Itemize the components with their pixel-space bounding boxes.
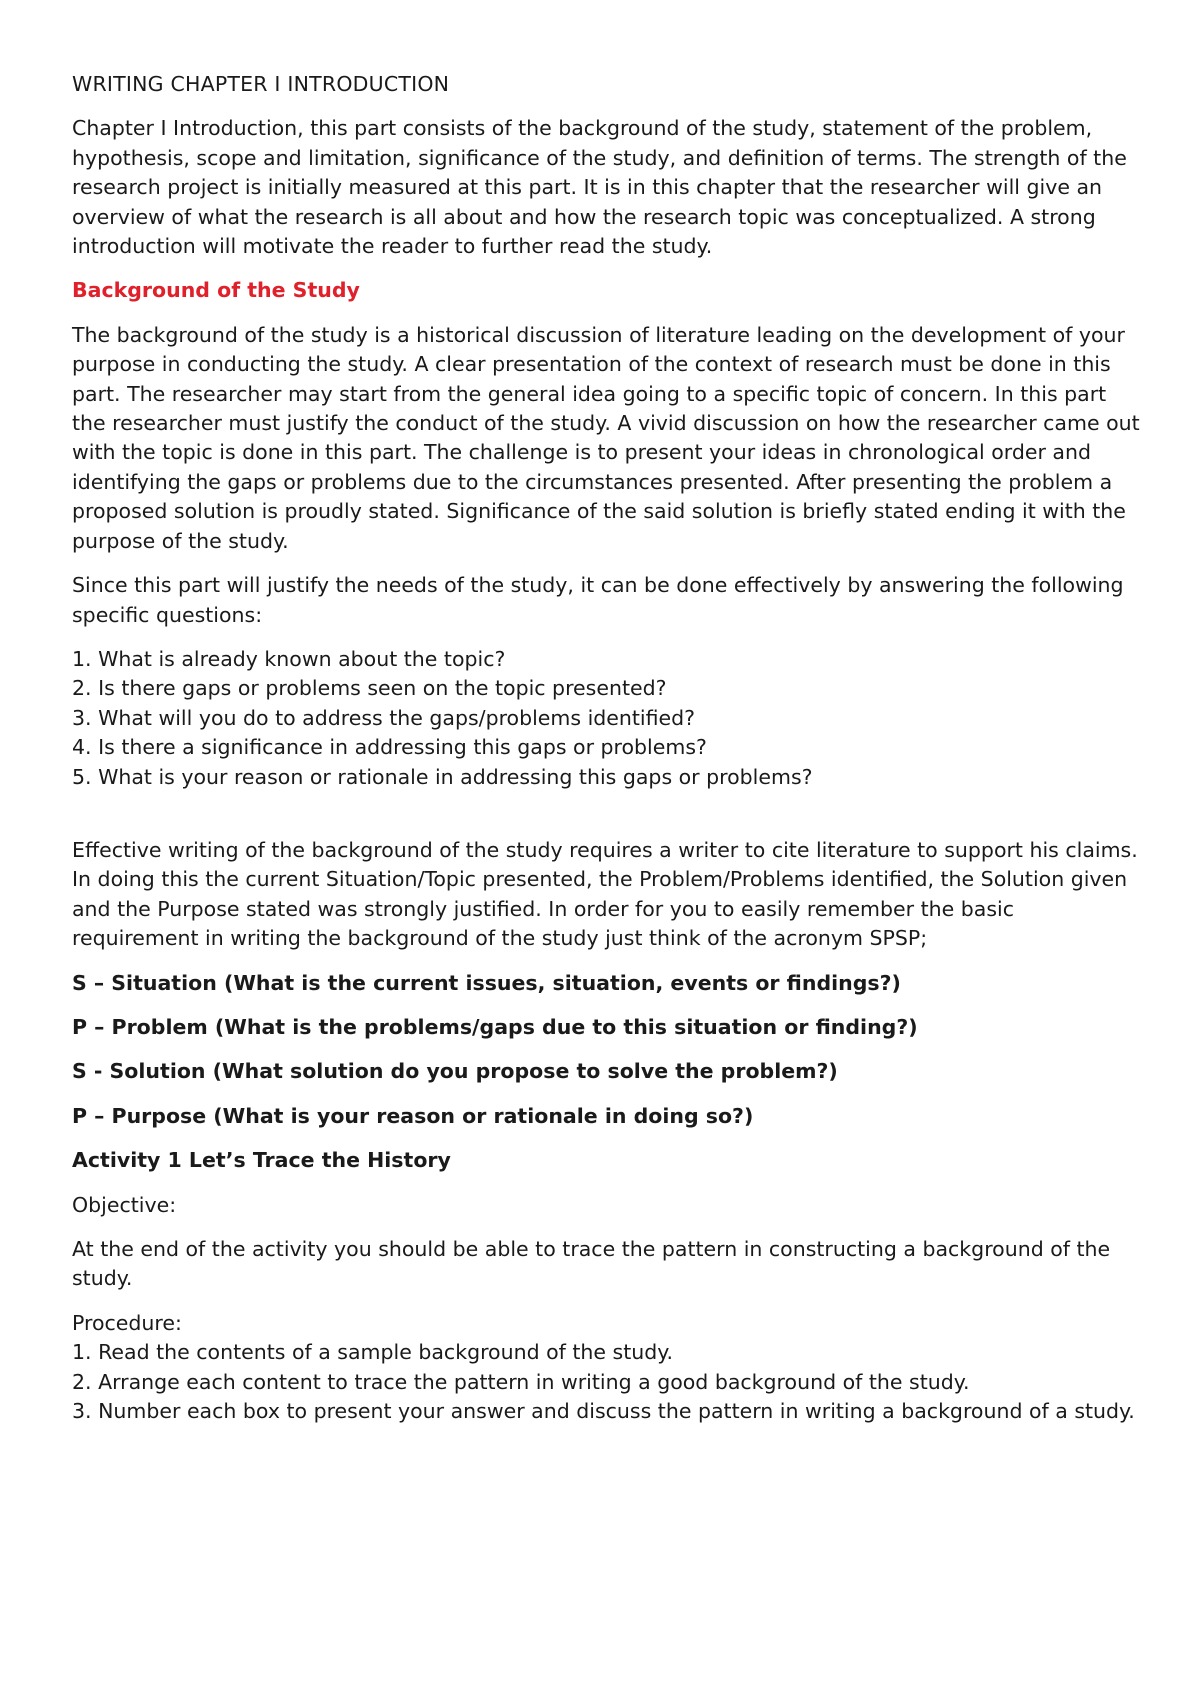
question-item: 5. What is your reason or rationale in addressing this gaps or problems? [72,764,813,789]
objective-text: At the end of the activity you should be able to trace the pattern in constructing a background of the study. [72,1237,1111,1291]
document-page [72,70,1142,1426]
question-item: 3. What will you do to address the gaps/problems identified? [72,705,696,730]
activity-heading: Activity 1 Let’s Trace the History [72,1148,451,1173]
spsp-problem: P – Problem (What is the problems/gaps due to this situation or finding?) [72,1014,918,1039]
intro-paragraph: Chapter I Introduction, this part consists of the background of the study, statement of the problem, hypothesis, scope and limitation, significance of the study, and definition of terms. The strength of the research project is initially measured at this part. It is in this chapter that the researcher will give an overview of what the research is all about and how the research topic was conceptualized. A strong introduction will motivate the reader to further read the study. [72,116,1127,259]
effective-writing-paragraph: Effective writing of the background of the study requires a writer to cite literature to support his claims. In doing this the current Situation/Topic presented, the Problem/Problems identified, the Solution given and the Purpose stated was strongly justified. In order for you to easily remember the basic requirement in writing the background of the study just think of the acronym SPSP; [72,837,1138,951]
procedure-item: 2. Arrange each content to trace the pattern in writing a good background of the study. [72,1369,970,1394]
procedure-label: Procedure: [72,1310,182,1335]
question-item: 2. Is there gaps or problems seen on the topic presented? [72,676,667,701]
spsp-situation: S – Situation (What is the current issues, situation, events or findings?) [72,970,901,995]
spsp-purpose: P – Purpose (What is your reason or rationale in doing so?) [72,1103,754,1128]
background-heading: Background of the Study [72,278,360,303]
procedure-list [72,1338,1142,1426]
procedure-item: 3. Number each box to present your answer and discuss the pattern in writing a background of a study. [72,1399,1135,1424]
document-title: WRITING CHAPTER I INTRODUCTION [72,72,450,96]
spsp-solution: S - Solution (What solution do you propose to solve the problem?) [72,1059,838,1084]
question-item: 1. What is already known about the topic? [72,646,506,671]
background-paragraph: The background of the study is a historical discussion of literature leading on the development of your purpose in conducting the study. A clear presentation of the context of research must be done in this part. The researcher may start from the general idea going to a specific topic of concern. In this part the researcher must justify the conduct of the study. A vivid discussion on how the researcher came out with the topic is done in this part. The challenge is to present your ideas in chronological order and identifying the gaps or problems due to the circumstances presented. After presenting the problem a proposed solution is proudly stated. Significance of the said solution is briefly stated ending it with the purpose of the study. [72,322,1140,553]
questions-list [72,645,1142,792]
objective-label: Objective: [72,1192,177,1217]
procedure-item: 1. Read the contents of a sample background of the study. [72,1340,673,1365]
blank-line [72,807,1142,836]
question-item: 4. Is there a significance in addressing this gaps or problems? [72,735,707,760]
questions-intro: Since this part will justify the needs of the study, it can be done effectively by answering the following specific questions: [72,573,1124,627]
